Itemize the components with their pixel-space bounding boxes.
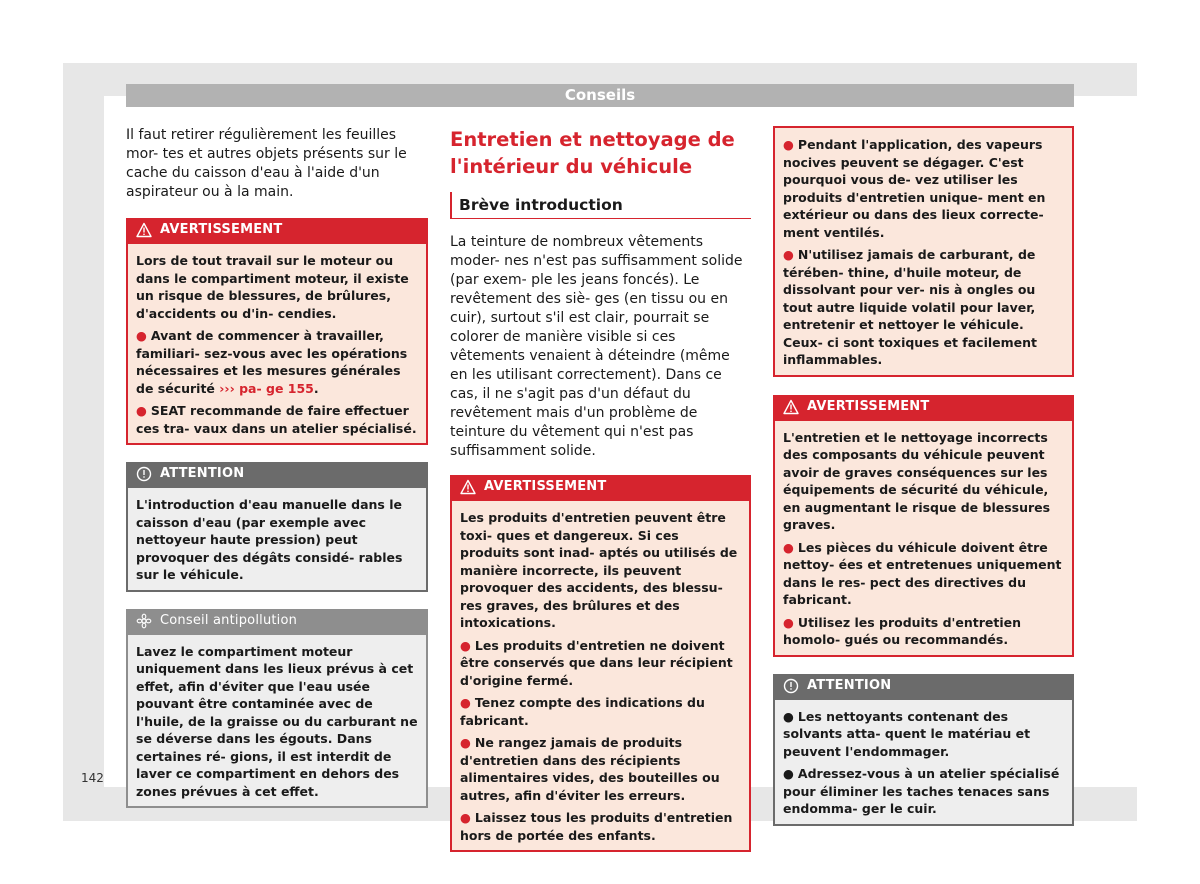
page-number: 142 bbox=[81, 771, 104, 785]
warning-bullet-text: Tenez compte des indications du fabricant. bbox=[460, 695, 705, 728]
warning-text: Lors de tout travail sur le moteur ou dans le compartiment moteur, il existe un risque de blessures, de brûlures, d'accidents ou d'in- cendies. bbox=[136, 253, 409, 321]
eco-tip-title: Conseil antipollution bbox=[160, 612, 298, 628]
section-heading: Entretien et nettoyage de l'intérieur du véhicule bbox=[450, 128, 735, 178]
warning-text: L'entretien et le nettoyage incorrects des composants du véhicule peuvent avoir de graves conséquences sur les équipements de sécurité du véhicule, en augmentant le risque de blessures graves. bbox=[783, 429, 1051, 532]
exclamation-circle-icon bbox=[783, 678, 799, 694]
warning-title: AVERTISSEMENT bbox=[807, 398, 930, 414]
warning-bullet-text: N'utilisez jamais de carburant, de térében- thine, d'huile moteur, de dissolvant pour ver- nis à ongles ou tout autre liquide volatil pour laver, entretenir et nettoyer le véhicule. Ceux- ci sont toxiques et facilement inflammables. bbox=[783, 247, 1037, 367]
intro-paragraph: Il faut retirer régulièrement les feuilles mor- tes et autres objets présents sur le cache du caisson d'eau à l'aide d'un aspirateur ou à la main. bbox=[126, 127, 407, 200]
eco-tip-text: Lavez le compartiment moteur uniquement dans les lieux prévus à cet effet, afin d'éviter que l'eau usée pouvant être contaminée avec de l'huile, de la graisse ou du carburant ne se déverse dans les égouts. Dans certaines ré- gions, il est interdit de laver ce compartiment en dehors des zones prévues à cet effet. bbox=[136, 643, 418, 799]
attention-header bbox=[773, 674, 1074, 698]
warning-bullet-text: Utilisez les produits d'entretien homolo- gués ou recommandés. bbox=[783, 614, 1022, 647]
bullet-icon: ● bbox=[783, 247, 794, 262]
eco-tip-box bbox=[126, 609, 428, 809]
exclamation-circle-icon bbox=[136, 466, 152, 482]
warning-triangle-icon bbox=[460, 479, 476, 495]
attention-text: L'introduction d'eau manuelle dans le caisson d'eau (par exemple avec nettoyeur haute pression) peut provoquer des dégâts considé- rables sur le véhicule. bbox=[136, 497, 403, 582]
section-banner: Conseils bbox=[126, 84, 1074, 107]
subsection-heading: Brève introduction bbox=[450, 192, 751, 219]
warning-box bbox=[450, 475, 751, 852]
flower-icon bbox=[136, 613, 152, 629]
attention-bullet bbox=[783, 765, 1064, 818]
warning-bullet-text: SEAT recommande de faire effectuer ces tra- vaux dans un atelier spécialisé. bbox=[136, 403, 417, 436]
bullet-icon: ● bbox=[460, 695, 471, 710]
warning-bullet-text: Les produits d'entretien ne doivent être conservés que dans leur récipient d'origine fermé. bbox=[460, 637, 733, 688]
warning-bullet-text: Avant de commencer à travailler, familiari- sez-vous avec les opérations nécessaires et les mesures générales de sécurité bbox=[136, 328, 408, 396]
warning-bullet bbox=[460, 637, 741, 690]
attention-body bbox=[126, 486, 428, 592]
warning-triangle-icon bbox=[783, 399, 799, 415]
warning-box bbox=[126, 218, 428, 445]
bullet-icon: ● bbox=[783, 614, 794, 630]
warning-body bbox=[773, 419, 1074, 657]
warning-bullet-text: Les pièces du véhicule doivent être nettoy- ées et entretenues uniquement dans le res- pect des directives du fabricant. bbox=[783, 539, 1062, 607]
bullet-icon: ● bbox=[136, 403, 147, 418]
warning-continued-box bbox=[773, 126, 1074, 377]
warning-bullet bbox=[460, 694, 741, 729]
eco-tip-body bbox=[126, 633, 428, 809]
attention-bullet bbox=[783, 708, 1064, 761]
attention-bullet-text: Les nettoyants contenant des solvants atta- quent le matériau et peuvent l'endommager. bbox=[783, 708, 1031, 759]
warning-bullet bbox=[783, 614, 1064, 649]
intro-paragraph: La teinture de nombreux vêtements moder- nes n'est pas suffisamment solide (par exem- ple les jeans foncés). Le revêtement des siè- ges (en tissu ou en cuir), surtout s'il est clair, pourrait se colorer de manière visible si ces vêtements venaient à déteindre (même en les utilisant correctement). Dans ce cas, il ne s'agit pas d'un défaut du revêtement mais d'un problème de teinture du vêtement qui n'est pas suffisamment solide. bbox=[450, 234, 743, 459]
warning-body bbox=[126, 242, 428, 445]
warning-bullet-text: Ne rangez jamais de produits d'entretien dans des récipients alimentaires vides, des bouteilles ou autres, afin d'éviter les erreurs. bbox=[460, 735, 720, 803]
page-reference-link[interactable]: ››› pa- ge 155 bbox=[219, 380, 314, 396]
attention-title: ATTENTION bbox=[807, 677, 892, 693]
bullet-icon: ● bbox=[783, 137, 794, 152]
bullet-icon: ● bbox=[783, 539, 794, 555]
bullet-icon: ● bbox=[783, 708, 794, 724]
warning-bullet bbox=[783, 246, 1064, 369]
warning-triangle-icon bbox=[136, 222, 152, 238]
bullet-icon: ● bbox=[136, 328, 147, 343]
attention-box bbox=[126, 462, 428, 592]
warning-title: AVERTISSEMENT bbox=[484, 479, 607, 494]
warning-header bbox=[773, 395, 1074, 419]
attention-bullet-text: Adressez-vous à un atelier spécialisé pour éliminer les taches tenaces sans endomma- ger le cuir. bbox=[783, 766, 1060, 816]
warning-bullet bbox=[460, 734, 741, 804]
warning-bullet: ● Avant de commencer à travailler, familiari- sez-vous avec les opérations nécessaires et les mesures générales de sécurité ››› pa- ge 155. bbox=[136, 328, 408, 396]
warning-bullet-text: Laissez tous les produits d'entretien hors de portée des enfants. bbox=[460, 810, 733, 843]
warning-header bbox=[126, 218, 428, 242]
attention-title: ATTENTION bbox=[160, 466, 245, 481]
column-middle bbox=[450, 126, 751, 852]
attention-header bbox=[126, 462, 428, 486]
eco-tip-header bbox=[126, 609, 428, 633]
warning-header bbox=[450, 475, 751, 499]
bullet-icon: ● bbox=[460, 810, 471, 825]
warning-box bbox=[773, 395, 1074, 657]
warning-bullet-text: Pendant l'application, des vapeurs nocives peuvent se dégager. C'est pourquoi vous de- vez utiliser les produits d'entretien unique- ment en extérieur ou dans des lieux correcte- ment ventilés. bbox=[783, 137, 1046, 240]
bullet-icon: ● bbox=[460, 637, 471, 653]
column-right bbox=[773, 126, 1074, 826]
warning-body bbox=[450, 499, 751, 852]
attention-box bbox=[773, 674, 1074, 826]
warning-title: AVERTISSEMENT bbox=[160, 222, 283, 237]
attention-body bbox=[773, 698, 1074, 826]
column-left bbox=[126, 126, 428, 808]
warning-bullet bbox=[460, 809, 741, 844]
bullet-icon: ● bbox=[460, 735, 471, 750]
warning-bullet bbox=[136, 402, 418, 437]
warning-bullet bbox=[783, 539, 1064, 609]
warning-bullet bbox=[783, 136, 1064, 241]
bullet-icon: ● bbox=[783, 766, 794, 781]
warning-text: Les produits d'entretien peuvent être toxi- ques et dangereux. Si ces produits sont inad- aptés ou utilisés de manière incorrecte, ils peuvent provoquer des accidents, des blessu- res graves, des brûlures et des intoxications. bbox=[460, 510, 738, 630]
warning-continued-body bbox=[773, 126, 1074, 377]
